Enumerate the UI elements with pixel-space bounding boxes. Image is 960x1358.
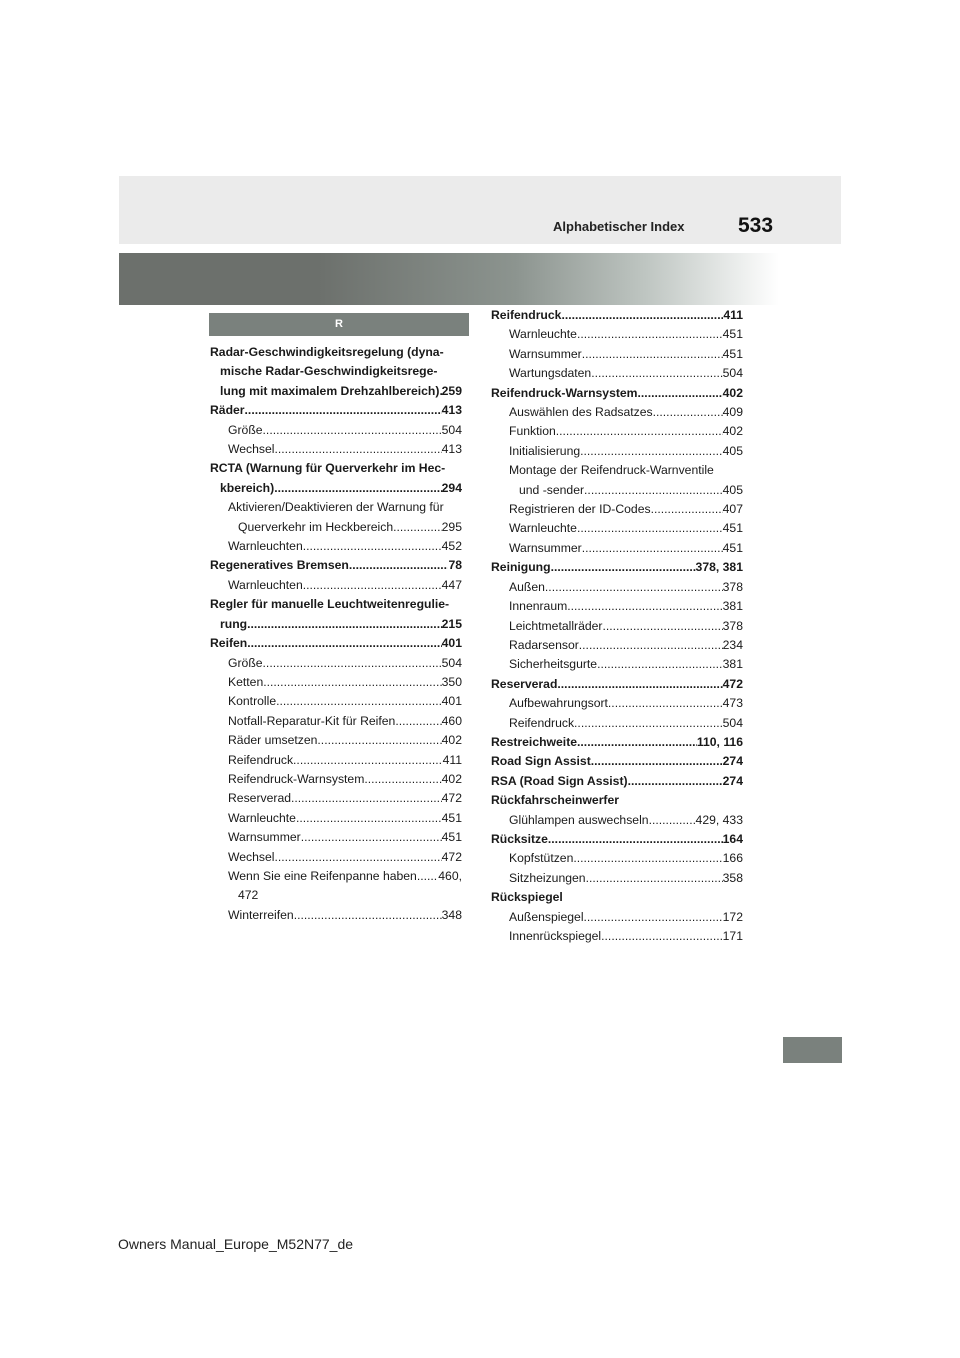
header-gradient-bar: [119, 253, 779, 305]
index-subentry: [491, 714, 743, 733]
entry-text: Leichtmetallräder: [509, 618, 603, 633]
page-ref: 504: [441, 655, 462, 670]
index-subentry: [210, 498, 462, 537]
index-entry: [210, 556, 462, 575]
index-entry: [491, 888, 743, 907]
leader-dots: [577, 325, 723, 344]
page-ref: 259: [441, 383, 462, 398]
page-ref: 472: [441, 791, 462, 806]
entry-text: Radar-Geschwindigkeitsregelung (dyna-: [210, 345, 444, 359]
index-subentry: [491, 364, 743, 383]
page-ref: 172: [722, 909, 743, 924]
entry-text: Reifendruck-Warnsystem: [491, 385, 638, 400]
leader-dots: [601, 927, 723, 946]
leader-dots: [628, 772, 723, 791]
entry-text: Sicherheitsgurte: [509, 657, 598, 672]
entry-text: Rückspiegel: [491, 890, 563, 905]
index-subentry: [491, 403, 743, 422]
entry-text: Räder umsetzen: [228, 733, 318, 748]
entry-text: mische Radar-Geschwindigkeitsrege-: [220, 364, 438, 379]
leader-dots: [567, 597, 722, 616]
entry-text: Warnleuchten: [228, 539, 303, 554]
entry-text: Reifen: [210, 636, 248, 651]
page-ref: 402: [722, 385, 743, 400]
leader-dots: [303, 537, 442, 556]
index-subentry: [491, 345, 743, 364]
entry-text: Initialisierung: [509, 443, 581, 458]
page-ref: 294: [441, 480, 462, 495]
leader-dots: [557, 675, 722, 694]
page-ref: 402: [441, 733, 462, 748]
page-ref: 348: [441, 907, 462, 922]
index-entry: [491, 752, 743, 771]
page-ref: 381: [722, 599, 743, 614]
index-subentry: [210, 828, 462, 847]
entry-text: Reserverad: [228, 791, 291, 806]
leader-dots: [395, 712, 441, 731]
entry-text: Wartungsdaten: [509, 366, 592, 381]
entry-text: Regeneratives Bremsen: [210, 558, 349, 573]
leader-dots: [608, 694, 723, 713]
leader-dots: [275, 848, 442, 867]
index-subentry: [210, 809, 462, 828]
entry-text: Road Sign Assist: [491, 754, 591, 769]
leader-dots: [586, 869, 723, 888]
leader-dots: [548, 830, 723, 849]
leader-dots: [653, 403, 723, 422]
entry-text: Ketten: [228, 674, 264, 689]
index-subentry: [491, 636, 743, 655]
entry-text: Außenspiegel: [509, 909, 584, 924]
page-ref: 78: [448, 558, 462, 573]
entry-text: Größe: [228, 655, 263, 670]
index-entry: [491, 733, 743, 752]
index-subentry: [491, 519, 743, 538]
index-entry: [491, 791, 743, 810]
page-ref: 405: [722, 482, 743, 497]
page-ref: 358: [722, 870, 743, 885]
page-ref: 401: [441, 636, 462, 651]
entry-text: Glühlampen auswechseln: [509, 812, 649, 827]
entry-text: Rücksitze: [491, 831, 548, 846]
index-entry: [491, 830, 743, 849]
header-band: [119, 176, 841, 244]
index-subentry: [210, 867, 462, 906]
index-subentry: [491, 927, 743, 946]
leader-dots: [584, 481, 723, 500]
page-ref: 378: [722, 579, 743, 594]
page-ref: 381: [722, 657, 743, 672]
page-ref: 234: [722, 637, 743, 652]
index-entry: [210, 595, 462, 634]
index-subentry: [491, 578, 743, 597]
index-entry: [210, 343, 462, 401]
entry-text: lung mit maximalem Drehzahlbereich): [220, 383, 440, 398]
leader-dots: [364, 770, 441, 789]
page-ref: 451: [441, 830, 462, 845]
leader-dots: [263, 421, 442, 440]
page-ref: 460: [441, 713, 462, 728]
leader-dots: [574, 714, 723, 733]
page-ref: 451: [722, 327, 743, 342]
entry-text: Regler für manuelle Leuchtweitenregulie-: [210, 597, 450, 612]
leader-dots: [580, 442, 723, 461]
index-entry: [491, 384, 743, 403]
page-ref: 504: [722, 366, 743, 381]
leader-dots: [303, 576, 442, 595]
page-ref: 411: [442, 752, 462, 767]
entry-text: Montage der Reifendruck-Warnventile: [509, 463, 714, 478]
page-ref: 472: [441, 849, 462, 864]
leader-dots: [296, 809, 442, 828]
entry-text: Größe: [228, 422, 263, 437]
leader-dots: [545, 578, 723, 597]
leader-dots: [577, 519, 723, 538]
entry-text: Warnsummer: [509, 346, 582, 361]
leader-dots: [651, 500, 723, 519]
index-subentry: [210, 906, 462, 925]
page-ref: 166: [722, 851, 743, 866]
leader-dots: [301, 828, 442, 847]
index-subentry: [210, 789, 462, 808]
entry-text: kbereich): [220, 480, 275, 495]
entry-text: Funktion: [509, 424, 556, 439]
page-ref-continued: 472: [238, 888, 259, 903]
page-ref: 451: [722, 521, 743, 536]
entry-text: Warnleuchte: [228, 810, 296, 825]
page-ref: 472: [722, 676, 743, 691]
page-ref: 451: [722, 346, 743, 361]
entry-text: Reifendruck: [228, 752, 294, 767]
index-entry: [491, 675, 743, 694]
page-ref: 274: [722, 754, 743, 769]
page-ref: 451: [441, 810, 462, 825]
page-ref: 164: [722, 831, 743, 846]
entry-text: Warnleuchte: [509, 521, 577, 536]
entry-text: Notfall-Reparatur-Kit für Reifen: [228, 713, 396, 728]
page-ref: 378: [722, 618, 743, 633]
leader-dots: [417, 867, 438, 886]
page-ref: 504: [441, 422, 462, 437]
leader-dots: [582, 539, 723, 558]
index-entry: [491, 558, 743, 577]
entry-text: Winterreifen: [228, 907, 294, 922]
entry-text: rung: [220, 616, 248, 631]
index-subentry: [210, 440, 462, 459]
entry-text: Reinigung: [491, 560, 551, 575]
index-subentry: [210, 537, 462, 556]
leader-dots: [263, 654, 442, 673]
entry-text: Warnsummer: [228, 830, 301, 845]
page-ref: 452: [441, 539, 462, 554]
leader-dots: [602, 617, 722, 636]
index-subentry: [491, 849, 743, 868]
thumb-index-tab: [783, 1037, 842, 1063]
page-ref: 402: [722, 424, 743, 439]
page-ref: 407: [722, 502, 743, 517]
entry-text: Warnleuchten: [228, 577, 303, 592]
page-ref: 378, 381: [695, 560, 743, 575]
entry-text: RCTA (Warnung für Querverkehr im Hec-: [210, 461, 446, 476]
leader-dots: [579, 636, 723, 655]
leader-dots: [245, 401, 442, 420]
leader-dots: [275, 440, 442, 459]
entry-text: Reserverad: [491, 676, 558, 691]
leader-dots: [649, 811, 696, 830]
entry-text: Reifendruck-Warnsystem: [228, 771, 365, 786]
page-ref: 411: [723, 308, 743, 322]
entry-text: Aufbewahrungsort: [509, 696, 608, 711]
leader-dots: [573, 849, 722, 868]
entry-text: Radarsensor: [509, 637, 579, 652]
leader-dots: [274, 479, 441, 498]
leader-dots: [263, 673, 441, 692]
entry-text: Kontrolle: [228, 694, 277, 709]
page-ref: 402: [441, 771, 462, 786]
entry-text: Kopfstützen: [509, 851, 574, 866]
index-subentry: [210, 770, 462, 789]
leader-dots: [591, 364, 722, 383]
index-subentry: [491, 500, 743, 519]
index-subentry: [491, 908, 743, 927]
index-subentry: [491, 539, 743, 558]
entry-text: Warnleuchte: [509, 327, 577, 342]
index-entry: [210, 459, 462, 498]
footer-document-id: Owners Manual_Europe_M52N77_de: [118, 1236, 354, 1252]
index-subentry: [491, 869, 743, 888]
leader-dots: [584, 908, 723, 927]
index-subentry: [210, 751, 462, 770]
index-subentry: [491, 461, 743, 500]
entry-text: Innenraum: [509, 599, 568, 614]
index-entry: [210, 634, 462, 653]
page-ref: 110, 116: [696, 734, 743, 749]
index-column-right: [491, 306, 743, 946]
entry-text: RSA (Road Sign Assist): [491, 773, 628, 788]
page-ref: 409: [722, 405, 743, 420]
leader-dots: [393, 518, 442, 537]
index-subentry: [491, 694, 743, 713]
leader-dots: [247, 634, 441, 653]
index-subentry: [491, 617, 743, 636]
leader-dots: [597, 655, 723, 674]
index-subentry: [491, 442, 743, 461]
page-ref: 413: [441, 442, 462, 457]
index-subentry: [210, 692, 462, 711]
page-ref: 504: [722, 715, 743, 730]
leader-dots: [291, 789, 442, 808]
index-entry: [210, 401, 462, 420]
entry-text: Sitzheizungen: [509, 870, 586, 885]
page-ref: 460,: [438, 868, 462, 883]
entry-text: Querverkehr im Heckbereich: [238, 519, 394, 534]
leader-dots: [561, 306, 723, 325]
index-subentry: [210, 576, 462, 595]
page-ref: 413: [441, 403, 462, 418]
leader-dots: [294, 906, 442, 925]
leader-dots: [317, 731, 441, 750]
leader-dots: [247, 615, 442, 634]
entry-text: Auswählen des Radsatzes: [509, 405, 653, 420]
leader-dots: [638, 384, 723, 403]
page-ref: 401: [441, 694, 462, 709]
page-ref: 447: [441, 577, 462, 592]
page-ref: 171: [722, 929, 743, 943]
page-ref: 429, 433: [695, 812, 743, 827]
entry-text: Reifendruck: [491, 308, 562, 322]
entry-text: Rückfahrscheinwerfer: [491, 793, 620, 808]
leader-dots: [293, 751, 443, 770]
index-subentry: [210, 421, 462, 440]
index-subentry: [210, 654, 462, 673]
index-entry: [491, 306, 743, 325]
page-ref: 451: [722, 540, 743, 555]
page-ref: 274: [722, 773, 743, 788]
page-ref: 350: [441, 674, 462, 689]
page-ref: 405: [722, 443, 743, 458]
index-subentry: [210, 848, 462, 867]
index-subentry: [491, 811, 743, 830]
entry-text: Innenrückspiegel: [509, 929, 602, 943]
leader-dots: [577, 733, 697, 752]
leader-dots: [591, 752, 723, 771]
leader-dots: [556, 422, 723, 441]
index-entry: [491, 772, 743, 791]
entry-text: Warnsummer: [509, 540, 582, 555]
index-subentry: [210, 731, 462, 750]
index-subentry: [491, 325, 743, 344]
entry-text: Wechsel: [228, 442, 275, 457]
entry-text: Reifendruck: [509, 715, 575, 730]
index-subentry: [491, 597, 743, 616]
entry-text: Außen: [509, 579, 545, 594]
index-subentry: [491, 655, 743, 674]
leader-dots: [551, 558, 696, 577]
entry-text: Wechsel: [228, 849, 275, 864]
page-ref: 473: [722, 696, 743, 711]
index-subentry: [210, 673, 462, 692]
page-ref: 215: [441, 616, 462, 631]
index-subentry: [210, 712, 462, 731]
leader-dots: [349, 556, 449, 575]
index-subentry: [491, 422, 743, 441]
entry-text: und -sender: [519, 482, 585, 497]
leader-dots: [276, 692, 442, 711]
page-number: 533: [738, 214, 774, 237]
index-column-left: [210, 343, 462, 925]
entry-text: Wenn Sie eine Reifenpanne haben: [228, 868, 417, 883]
entry-text: Restreichweite: [491, 734, 578, 749]
page-ref: 295: [441, 519, 462, 534]
section-letter-header: R: [209, 313, 469, 336]
entry-text: Räder: [210, 403, 245, 418]
page-title: Alphabetischer Index: [553, 219, 685, 234]
leader-dots: [582, 345, 723, 364]
entry-text: Aktivieren/Deaktivieren der Warnung für: [228, 500, 444, 515]
entry-text: Registrieren der ID-Codes: [509, 502, 651, 517]
